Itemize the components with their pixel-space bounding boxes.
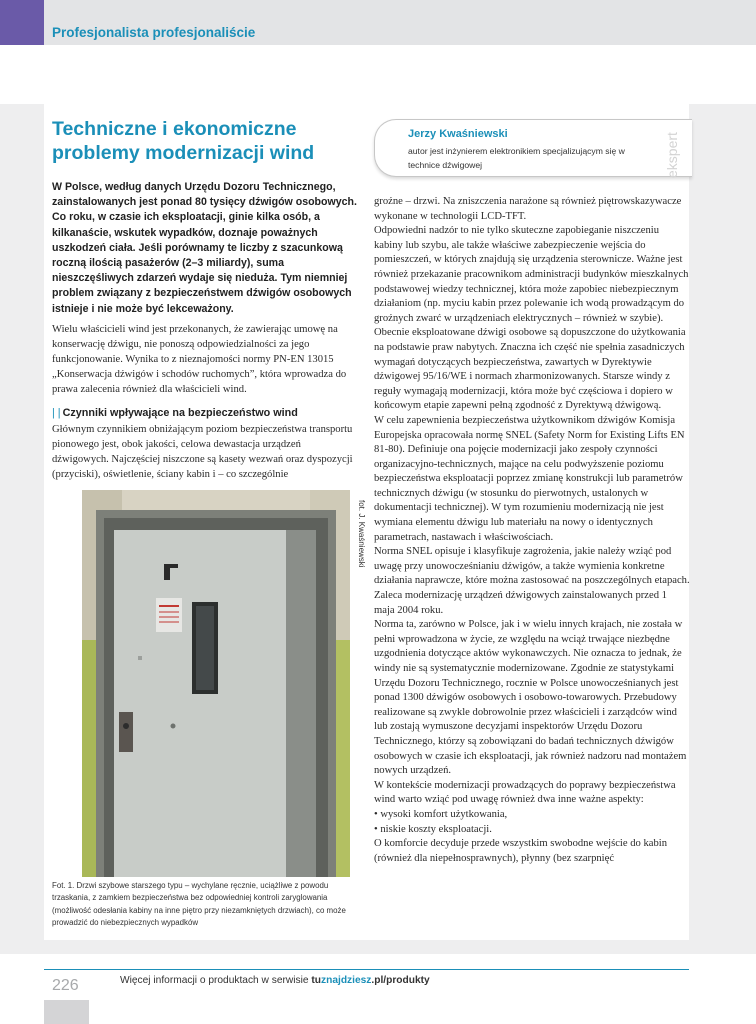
subheading-text: Czynniki wpływające na bezpieczeństwo wind (62, 407, 298, 419)
top-bar-accent (0, 0, 44, 45)
section-title: Profesjonalista profesjonaliście (52, 25, 256, 40)
footer-brand-znajdziesz: znajdziesz (321, 975, 372, 986)
right-column-text: groźne – drzwi. Na zniszczenia narażone są również piętrowskazywacze wykonane w technologii LCD-TFT. Odpowiedni nadzór to nie tylko skuteczne zapobieganie niszczeniu kabiny lub szybu, ale także właściwe zabezpieczenie wejścia do pomieszczeń, w których znajdują się urządzenia sterownicze. Ważne jest również przekazanie pracownikom administracji budynków mieszkalnych podstawowej wiedzy technicznej, która może zapobiec niebezpiecznym działaniom (np. myciu kabin przez polewanie ich wodą prowadzącym do groźnych zwarć w urządzeniach elektrycznych – również w szybie). Obecnie eksploatowane dźwigi osobowe są dopuszczone do użytkowania na podstawie praw nabytych. Znaczna ich część nie spełnia zasadniczych wymagań dotyczących bezpieczeństwa, zawartych w Dyrektywie dźwigowej 95/16/WE i normach zharmonizowanych. Starsze windy z reguły wymagają modernizacji, która może być częściowa i dopiero w końcowym etapie zapewni pełną zgodność z Dyrektywą dźwigową. W celu zapewnienia bezpieczeństwa użytkownikom dźwigów Komisja Europejska opracowała normę SNEL (Safety Norm for Existing Lifts EN 81-80). Definiuje ona pojęcie modernizacji jako zespoły czynności organizacyjno-technicznych, mające na celu podwyższenie poziomu bezpieczeństwa eksploatacji poprzez zmianę konstrukcji lub parametrów technicznych dźwigu (w stosunku do pierwotnych, ustalonych w dokumentacji technicznej). W tym rozumieniu modernizacją nie jest wymiana elementu dźwigu lub materiału na nowy o identycznych parametrach, nastawach i właściwościach. Norma SNEL opisuje i klasyfikuje zagrożenia, jakie należy wziąć pod uwagę przy unowocześnianiu dźwigów, a także wymienia konkretne działania naprawcze, które można zastosować na poszczególnych etapach. Zaleca modernizację urządzeń dźwigowych zainstalowanych przed 1 maja 2004 roku. Norma ta, zarówno w Polsce, jak i w wielu innych krajach, nie została w pełni wprowadzona w życie, ze względu na wciąż trwające niezbędne uzgodnienia dotyczące aktów wykonawczych. Nie oznacza to jednak, że windy nie są systematycznie modernizowane. Zgodnie ze statystykami Urzędu Dozoru Technicznego, rocznie w Polsce unowocześnianych jest ponad 1300 dźwigów osobowych i osobowo-towarowych. Przebudowy realizowane są zwykle dobrowolnie przez właścicieli i zarządców wind lub zostają wymuszone decyzjami inspektorów Urzędu Dozoru Technicznego, którzy są zobowiązani do badań technicznych dźwigów osobowych w czasie ich eksploatacji, jak również nadzoru nad montażem nowych urządzeń. W kontekście modernizacji prowadzących do poprawy bezpieczeństwa wind warto wziąć pod uwagę również dwa inne ważne aspekty: • wysoki komfort użytkowania, • niskie koszty eksploatacji. O komforcie decyduje przede wszystkim swobodne wejście do kabin (również dla niepełnosprawnych), płynny (bez szarpnięć (374, 196, 690, 864)
article-paragraph-1: Wielu właścicieli wind jest przekonanych, że zawierając umowę na konserwację dźwigu, nie ponoszą odpowiedzialności za jego funkcjonowanie. Wynika to z nieznajomości normy PN-EN 13015 „Konserwacja dźwigów i schodów ruchomych”, która wprowadza do prawa zalecenia również dla właścicieli wind. (52, 324, 347, 396)
author-name: Jerzy Kwaśniewski (408, 128, 508, 140)
footer-divider (44, 969, 689, 970)
page-number: 226 (52, 977, 79, 994)
elevator-door-photo (82, 490, 350, 877)
article-paragraph-2: Głównym czynnikiem obniżającym poziom bezpieczeństwa transportu pionowego jest, obok jakości, celowa dewastacja urządzeń dźwigowych. Najczęściej niszczone są kasety wezwań oraz dyspozycji (przyciski), oświetlenie, ściany kabin i – co szczególnie (52, 424, 353, 481)
footer-info (120, 975, 430, 986)
article-right-column (374, 195, 690, 866)
subheading-marker: | | (52, 407, 61, 419)
expert-tag (656, 118, 690, 182)
photo-credit-text: fot. J. Kwaśniewski (357, 500, 366, 568)
section-subheading (52, 407, 298, 419)
footer-gray-box (44, 1000, 89, 1024)
author-bio: autor jest inżynierem elektronikiem specjalizującym się w technice dźwigowej (408, 146, 625, 170)
footer-brand-tu: tu (311, 975, 321, 986)
photo-credit (344, 500, 374, 580)
article-title: Techniczne i ekonomiczne problemy modernizacji wind (52, 118, 315, 164)
top-bar (0, 0, 756, 45)
photo-caption: Fot. 1. Drzwi szybowe starszego typu – wychylane ręcznie, uciążliwe z powodu trzaskania, z zamkiem bezpieczeństwa bez odpowiedniej kontroli zaryglowania (możliwość odesłania kabiny na inne piętro przy niezamkniętych drzwiach), co może prowadzić do niebezpiecznych wypadków (52, 881, 346, 927)
footer-brand-suffix: .pl/produkty (371, 975, 430, 986)
article-lead: W Polsce, według danych Urzędu Dozoru Technicznego, zainstalowanych jest ponad 80 tysięcy dźwigów osobowych. Co roku, w czasie ich eksploatacji, ginie kilka osób, a kilkanaście, wskutek wypadków, doznaje poważnych uszkodzeń ciała. Jeśli porównamy te liczby z szacunkową roczną ilością pasażerów (2–3 miliardy), suma nieszczęśliwych zdarzeń wydaje się nieduża. Tym niemniej problem związany z bezpieczeństwem dźwigów osobowych istnieje i nie może być lekceważony. (52, 181, 357, 315)
footer-info-text: Więcej informacji o produktach w serwisie (120, 975, 312, 986)
expert-tag-text: ekspert (664, 132, 680, 178)
